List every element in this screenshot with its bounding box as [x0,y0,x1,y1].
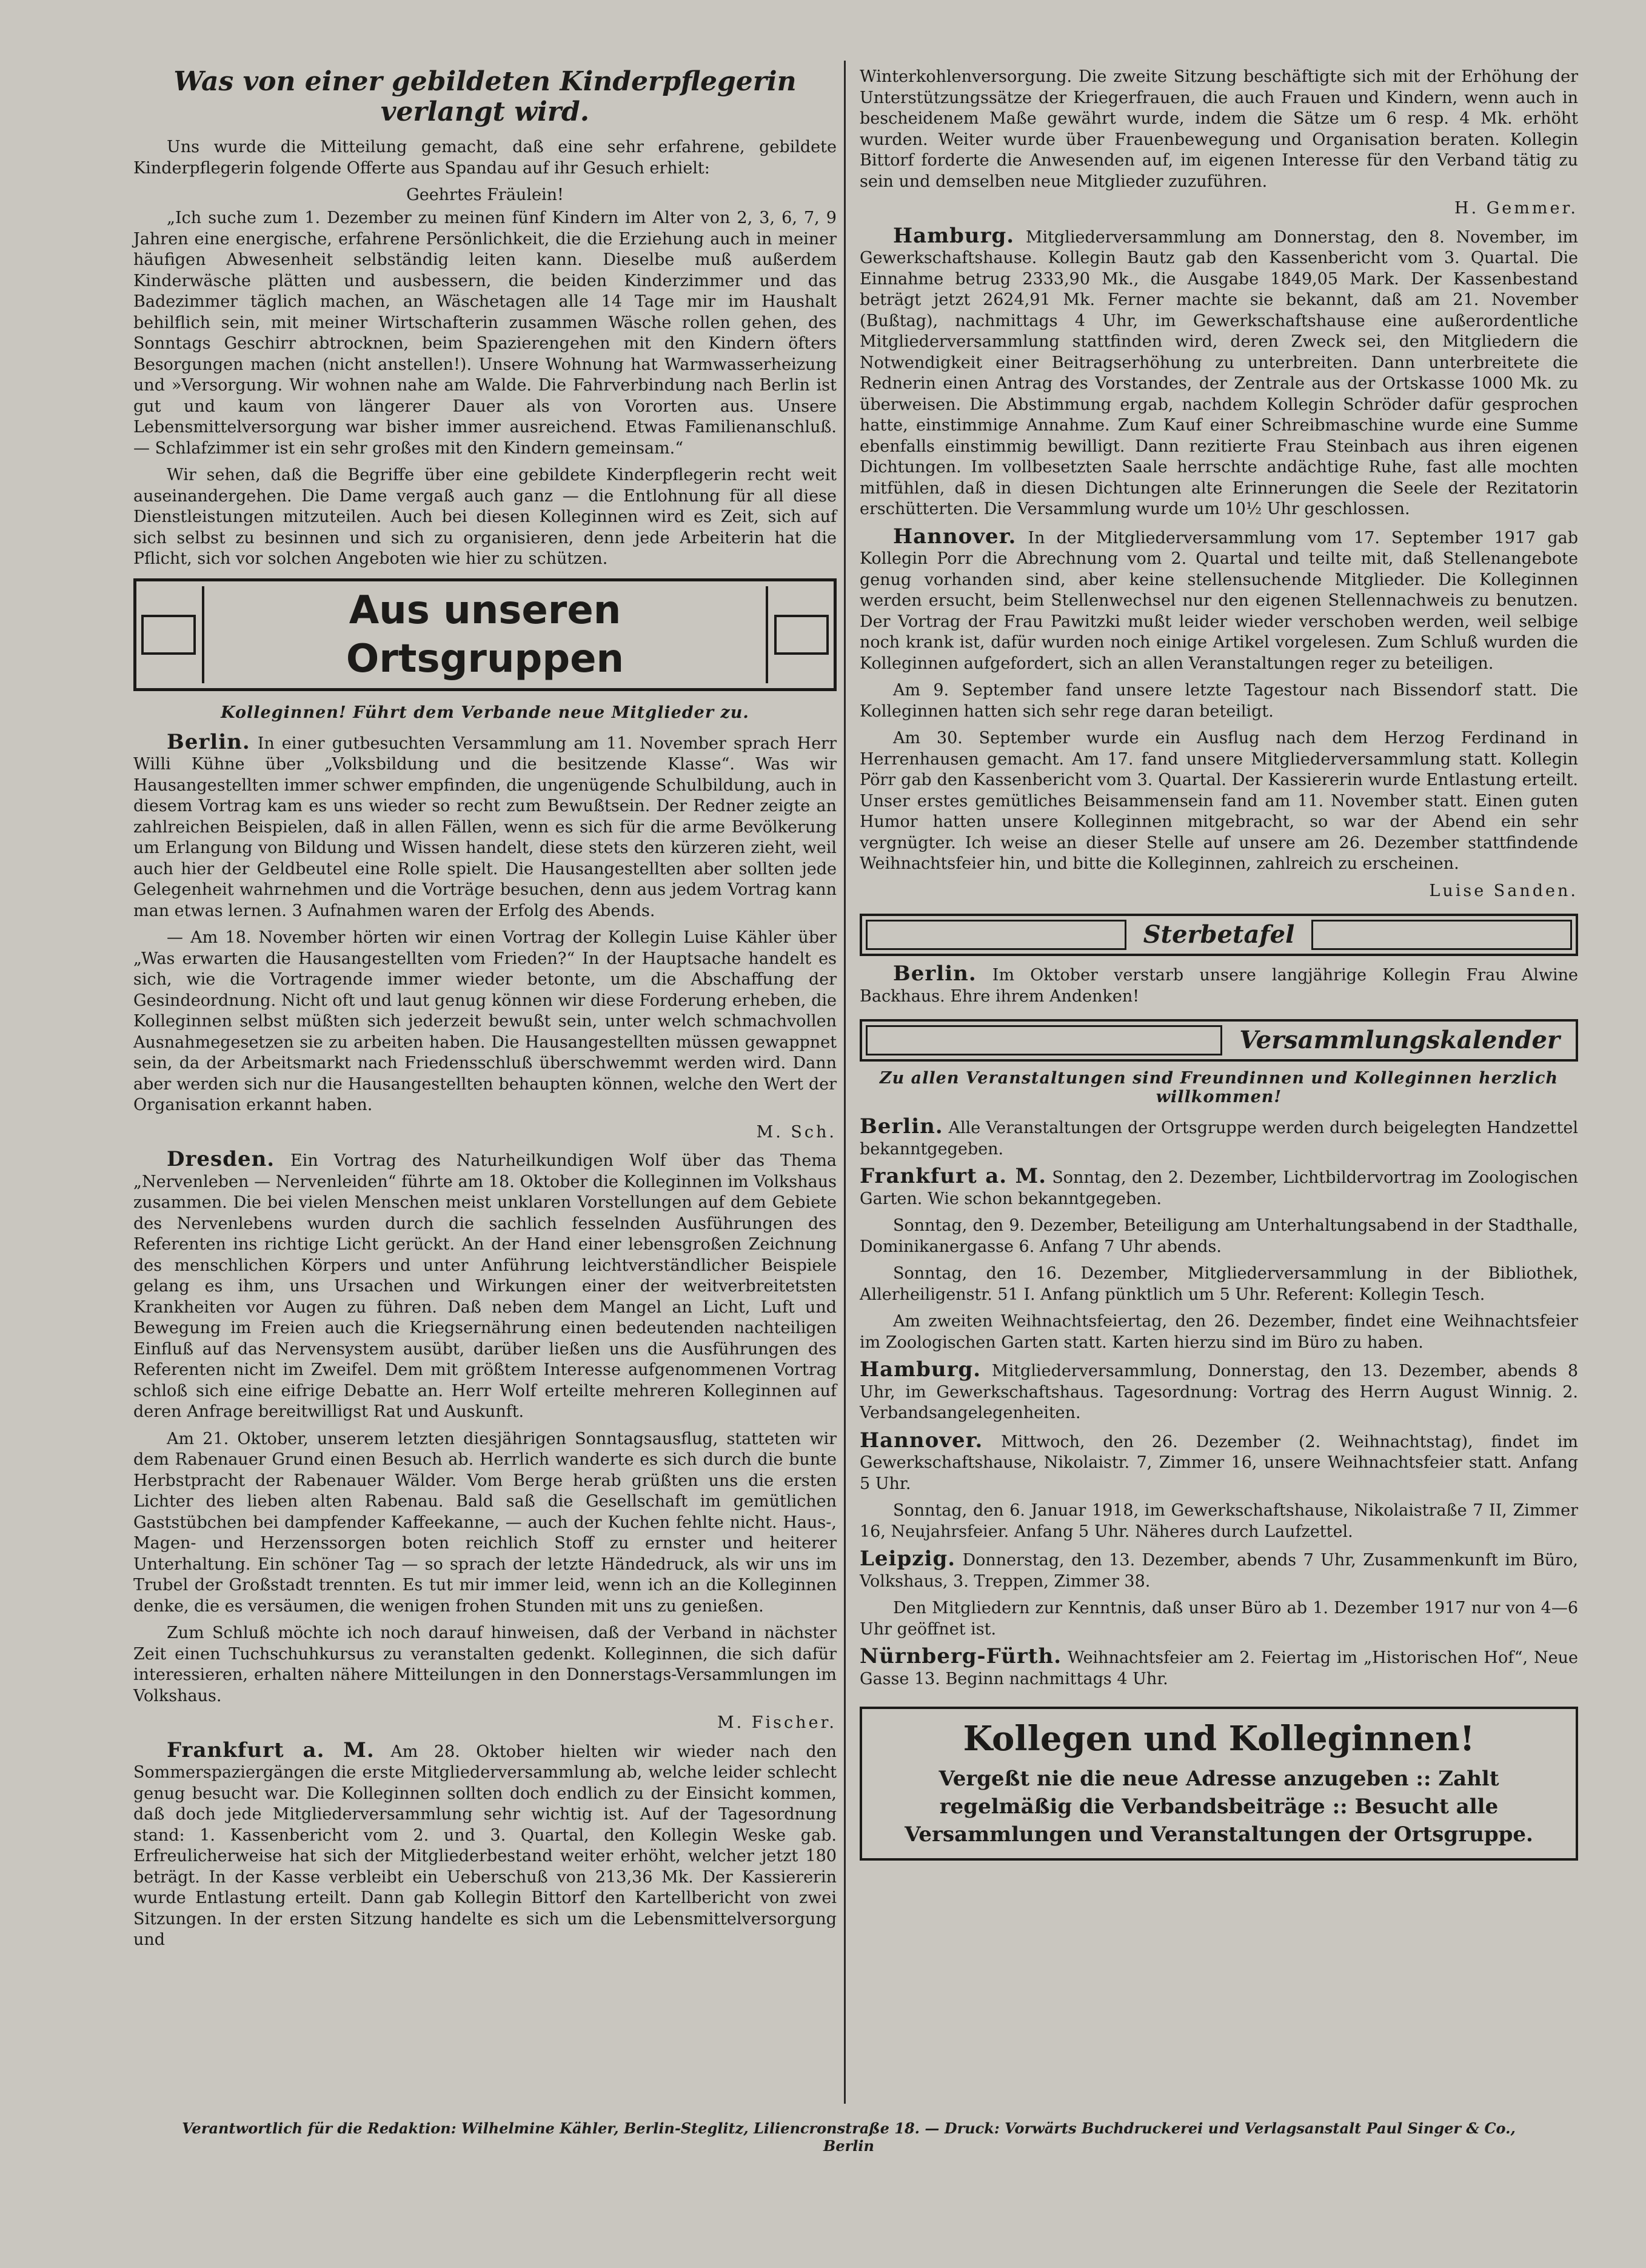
report-frankfurt-continued: Winterkohlenversorgung. Die zweite Sitzung beschäftigte sich mit der Erhöhung der Unterstützungssätze der Kriegerfrauen, die auch Frauen und Kindern, wenn auch in bescheidenem Maße gewährt wurde, indem die Sätze um 6 resp. 4 Mk. erhöht wurden. Weiter wurde über Frauenbewegung und Organisation beraten. Kollegin Bittorf forderte die Anwesenden auf, im eigenen Interesse für den Verband tätig zu sein und demselben neue Mitglieder zuzuführen. [860,67,1578,191]
letter-body: „Ich suche zum 1. Dezember zu meinen fünf Kindern im Alter von 2, 3, 6, 7, 9 Jahren eine energische, erfahrene Persönlichkeit, die die Erziehung auch in meiner häufigen Abwesenheit selbständig leiten kann. Dieselbe muß außerdem Kinderwäsche plätten und ausbessern, die beiden Kinderzimmer und das Badezimmer täglich machen, an Wäschetagen alle 14 Tage mir im Haushalt behilflich sein, mit meiner Wirtschafterin zusammen Wäsche rollen gehen, des Sonntags Geschirr abtrocknen, beim Spazierengehen mit den Kindern öfters Besorgungen machen (nicht anstellen!). Unsere Wohnung hat Warmwasserheizung und »Versorgung. Wir wohnen nahe am Walde. Die Fahrverbindung nach Berlin ist gut und kaum von längerer Dauer als von Vororten aus. Unsere Lebensmittelversorgung war bisher immer ausreichend. Etwas Familienanschluß. — Schlafzimmer ist ein sehr großes mit den Kindern gemeinsam.“ [133,209,837,458]
place-name: Dresden. [167,1147,275,1171]
report-text: In der Mitgliederversammlung vom 17. September 1917 gab Kollegin Porr die Abrechnung vom 2. Quartal und teilte mit, daß Stellenangebote genug vorhanden sind, aber keine stellensuchende Mitglieder. Die Kolleginnen werden ersucht, beim Stellenwechsel nur den eigenen Stellennachweis zu benutzen. Der Vortrag der Frau Pawitzki mußt leider wieder verschoben werden, weil selbige noch krank ist, dafür wurden noch einige Artikel vorgelesen. Zum Schluß wurden die Kolleginnen aufgefordert, sich an allen Veranstaltungen reger zu beteiligen. [860,528,1578,673]
article-title-line-2: verlangt wird. [380,96,590,127]
closing-title: Kollegen und Kolleginnen! [963,1719,1475,1759]
place-name: Berlin. [860,1114,943,1139]
place-name: Hannover. [893,524,1017,549]
article-intro: Uns wurde die Mitteilung gemacht, daß eine sehr erfahrene, gebildete Kinderpflegerin folgende Offerte aus Spandau auf ihr Gesuch erhielt: [133,138,837,178]
banner-left-box [141,615,196,655]
report-hannover [860,526,1578,675]
place-name: Berlin. [167,729,250,754]
bar-fill-right [1311,920,1572,950]
report-frankfurt [133,1740,837,1951]
report-text: Mitgliederversammlung am Donnerstag, den 8. November, im Gewerkschaftshause. Kollegin Bautz gab den Kassenbericht vom 3. Quartal. Die Einnahme betrug 2333,90 Mk., die Ausgabe 1849,05 Mark. Der Kassenbestand beträgt jetzt 2624,91 Mk. Ferner machte sie bekannt, daß am 21. November (Bußtag), nachmittags 4 Uhr, im Gewerkschaftshause eine außerordentliche Mitgliederversammlung stattfinden wird, deren Zweck sei, den Mitgliedern die Notwendigkeit einer Beitragserhöhung zu unterbreiten. Dann unterbreitete die Rednerin einen Antrag des Vorstandes, der Zentrale aus der Ortskasse 1000 Mk. zu überweisen. Die Abstimmung ergab, nachdem Kollegin Schröder dafür gesprochen hatte, einstimmige Annahme. Zum Kauf einer Schreibmaschine wurde eine Summe ebenfalls einstimmig bewilligt. Dann rezitierte Frau Steinbach aus ihren eigenen Dichtungen. Im vollbesetzten Saale herrschte andächtige Ruhe, fast alle mochten mitfühlen, daß in diesen Dichtungen alte Erinnerungen die Seele der Rezitatorin erschütterten. Die Versammlung wurde um 10½ Uhr geschlossen. [860,227,1578,518]
kalender-leipzig-2: Den Mitgliedern zur Kenntnis, daß unser Büro ab 1. Dezember 1917 nur von 4—6 Uhr geöffnet ist. [860,1599,1578,1639]
letter-salutation: Geehrtes Fräulein! [406,186,564,204]
place-name: Berlin. [893,962,977,986]
article-comment: Wir sehen, daß die Begriffe über eine gebildete Kinderpflegerin recht weit auseinandergehen. Die Dame vergaß auch ganz — die Entlohnung für all diese Dienstleistungen mitzuteilen. Auch bei diesen Kolleginnen wird es Zeit, sich auf sich selbst zu besinnen und sich zu organisieren, denn jede Arbeiterin hat die Pflicht, sich vor solchen Angeboten wie hier zu schützen. [133,466,837,568]
signature: H. Gemmer. [1454,199,1578,218]
place-name: Frankfurt a. M. [860,1164,1047,1188]
sterbetafel-header [860,914,1578,956]
signature: M. Fischer. [717,1713,837,1732]
place-name: Hamburg. [860,1357,982,1382]
place-name: Nürnberg-Fürth. [860,1644,1062,1668]
sterbetafel-title: Sterbetafel [1143,920,1295,949]
sterbetafel-entry [860,963,1578,1007]
closing-body: Vergeßt nie die neue Adresse anzugeben :: Zahlt regelmäßig die Verbandsbeiträge :: Besucht alle Versammlungen und Veranstaltungen der Ortsgruppe. [905,1767,1533,1847]
kalender-title: Versammlungskalender [1239,1026,1560,1054]
place-name: Leipzig. [860,1547,956,1571]
report-hannover-3: Am 30. September wurde ein Ausflug nach dem Herzog Ferdinand in Herrenhausen gemacht. Am 17. fand unsere Mitgliederversammlung statt. Kollegin Pörr gab den Kassenbericht vom 3. Quartal. Der Kassiererin wurde Entlastung erteilt. Unser erstes gemütliches Beisammensein fand am 11. November statt. Einen guten Humor hatten unsere Kolleginnen mitgebracht, so war der Abend ein sehr vergnügter. Ich weise an dieser Stelle auf unsere am 26. Dezember stattfindende Weihnachtsfeier hin, und bitte die Kolleginnen, zahlreich zu erscheinen. [860,729,1578,873]
signature: Luise Sanden. [1429,881,1578,900]
place-name: Frankfurt a. M. [167,1738,375,1762]
closing-box [860,1707,1578,1861]
entry-text: Mitgliederversammlung, Donnerstag, den 13. Dezember, abends 8 Uhr, im Gewerkschaftshaus. Tagesordnung: Vortrag des Herrn August Winnig. 2. Verbandsangelegenheiten. [860,1362,1578,1422]
kalender-frankfurt-4: Am zweiten Weihnachtsfeiertag, den 26. Dezember, findet eine Weihnachtsfeier im Zoologischen Garten statt. Karten hierzu sind im Büro zu haben. [860,1312,1578,1352]
place-name: Hamburg. [893,223,1015,248]
section-banner-title: Aus unseren Ortsgruppen [202,586,768,683]
article-title [133,67,837,127]
entry-text: Sonntag, den 2. Dezember, Lichtbildervortrag im Zoologischen Garten. Wie schon bekanntgegeben. [860,1168,1578,1208]
signature: M. Sch. [756,1122,837,1142]
place-name: Hannover. [860,1428,983,1453]
section-banner [133,578,837,691]
kalender-hamburg [860,1359,1578,1424]
kalender-berlin [860,1116,1578,1160]
bar-fill-left [866,1025,1222,1055]
kalender-header [860,1019,1578,1062]
left-column [133,67,837,1957]
report-dresden-3: Zum Schluß möchte ich noch darauf hinweisen, daß der Verband in nächster Zeit einen Tuchschuhkursus zu veranstalten gedenkt. Kolleginnen, die sich dafür interessieren, erhalten nähere Mitteilungen in den Donnerstags-Versammlungen im Volkshaus. [133,1624,837,1705]
bar-fill-left [866,920,1126,950]
report-text: Ein Vortrag des Naturheilkundigen Wolf über das Thema „Nervenleben — Nervenleiden“ führte am 18. Oktober die Kolleginnen im Volkshaus zusammen. Die bei vielen Menschen meist unklaren Vorstellungen auf dem Gebiete des Nervenlebens wurden durch die sachlich fesselnden Ausführungen des Referenten ins richtige Licht gerückt. An der Hand einer lebensgroßen Zeichnung des menschlichen Körpers und unter Anführung leichtverständlicher Beispiele gelang es ihm, uns Ursachen und Wirkungen einer der weitverbreitetsten Krankheiten vor Augen zu führen. Daß neben dem Mangel an Licht, Luft und Bewegung im Freien auch die Kriegsernährung einen bedeutenden nachteiligen Einfluß auf das Nervensystem ausübt, darüber ließen uns die Ausführungen des Referenten nicht im Zweifel. Dem mit größtem Interesse aufgenommenen Vortrag schloß sich eine eifrige Debatte an. Herr Wolf erteilte mehreren Kolleginnen auf deren Anfrage bereitwilligst Rat und Auskunft. [133,1151,837,1421]
entry-text: Weihnachtsfeier am 2. Feiertag im „Historischen Hof“, Neue Gasse 13. Beginn nachmittags 4 Uhr. [860,1648,1578,1688]
kalender-leipzig [860,1548,1578,1592]
report-text: In einer gutbesuchten Versammlung am 11. November sprach Herr Willi Kühne über „Volksbildung und die besitzende Klasse“. Was wir Hausangestellten immer schwer empfinden, die ungenügende Schulbildung, auch in diesem Vortrag kam es uns wieder so recht zum Bewußtsein. Der Redner zeigte an zahlreichen Beispielen, daß in allen Fällen, wenn es sich für die arme Bevölkerung um Erlangung von Bildung und Wissen handelt, diese stets den kürzeren zieht, weil auch hier der Geldbeutel eine Rolle spielt. Die Hausangestellten aber sollten jede Gelegenheit wahrnehmen und die Vorträge besuchen, denn aus jedem Vortrag kann man etwas lernen. 3 Aufnahmen waren der Erfolg des Abends. [133,734,837,920]
kalender-frankfurt [860,1166,1578,1209]
report-berlin-2: — Am 18. November hörten wir einen Vortrag der Kollegin Luise Kähler über „Was erwarten die Hausangestellten vom Frieden?“ In der Hauptsache handelt es sich, wie die Vortragende immer wieder betonte, um die Abschaffung der Gesindeordnung. Nicht oft und laut genug können wir diese Forderung erheben, die Kolleginnen selbst müßten sich jederzeit bewußt sein, unter welch schmachvollen Ausnahmegesetzen sie zu arbeiten haben. Die Hausangestellten müssen gewappnet sein, da der Arbeitsmarkt nach Friedensschluß überschwemmt werden wird. Dann aber werden sich nur die Hausangestellten behaupten können, welche den Wert der Organisation erkannt haben. [133,928,837,1114]
banner-right-box [774,615,829,655]
imprint-footer: Verantwortlich für die Redaktion: Wilhelmine Kähler, Berlin-Steglitz, Liliencronstraße 18. — Druck: Vorwärts Buchdruckerei und Verlagsanstalt Paul Singer & Co., Berlin [182,2119,1516,2155]
kalender-subline: Zu allen Veranstaltungen sind Freundinnen und Kolleginnen herzlich willkommen! [879,1069,1559,1106]
article-title-line-1: Was von einer gebildeten Kinderpflegerin [173,66,797,97]
report-hamburg [860,223,1578,520]
report-hannover-2: Am 9. September fand unsere letzte Tagestour nach Bissendorf statt. Die Kolleginnen hatten sich sehr rege daran beteiligt. [860,681,1578,721]
kalender-frankfurt-3: Sonntag, den 16. Dezember, Mitgliederversammlung in der Bibliothek, Allerheiligenstr. 51 I. Anfang pünktlich um 5 Uhr. Referent: Kollegin Tesch. [860,1264,1578,1304]
report-dresden [133,1149,837,1423]
kalender-nuernberg [860,1646,1578,1690]
kalender-hannover [860,1430,1578,1495]
report-dresden-2: Am 21. Oktober, unserem letzten diesjährigen Sonntagsausflug, statteten wir dem Rabenauer Grund einen Besuch ab. Herrlich wanderte es sich durch die bunte Herbstpracht der Rabenauer Wälder. Vom Berge herab grüßten uns die ersten Lichter des lieben alten Rabenau. Bald saß die Gesellschaft im gemütlichen Gaststübchen bei dampfender Kaffeekanne, — auch der Kuchen fehlte nicht. Haus-, Magen- und Herzenssorgen boten reichlich Stoff zu ernster und heiterer Unterhaltung. Ein schöner Tag — so sprach der letzte Händedruck, als wir uns im Trubel der Großstadt trennten. Es tut mir immer leid, wenn ich an die Kolleginnen denke, die es versäumen, die wenigen frohen Stunden mit uns zu genießen. [133,1429,837,1616]
entry-text: Im Oktober verstarb unsere langjährige Kollegin Frau Alwine Backhaus. Ehre ihrem Andenken! [860,966,1578,1006]
kalender-hannover-2: Sonntag, den 6. Januar 1918, im Gewerkschaftshause, Nikolaistraße 7 II, Zimmer 16, Neujahrsfeier. Anfang 5 Uhr. Näheres durch Laufzettel. [860,1501,1578,1541]
kalender-frankfurt-2: Sonntag, den 9. Dezember, Beteiligung am Unterhaltungsabend in der Stadthalle, Dominikanergasse 6. Anfang 7 Uhr abends. [860,1216,1578,1256]
column-divider [844,61,846,2104]
section-subline: Kolleginnen! Führt dem Verbande neue Mitglieder zu. [221,703,749,722]
report-text: Am 28. Oktober hielten wir wieder nach den Sommerspaziergängen die erste Mitgliederversammlung ab, welche leider schlecht genug besucht war. Die Kolleginnen sollten doch endlich zu der Einsicht kommen, daß doch jede Mitgliederversammlung sehr wichtig ist. Auf der Tagesordnung stand: 1. Kassenbericht vom 2. und 3. Quartal, den Kollegin Weske gab. Erfreulicherweise hat sich der Mitgliederbestand weiter erhöht, welcher jetzt 180 beträgt. In der Kasse verbleibt ein Ueberschuß von 213,36 Mk. Der Kassiererin wurde Entlastung erteilt. Dann gab Kollegin Bittorf den Kartellbericht von zwei Sitzungen. In der ersten Sitzung handelte es sich um die Lebensmittelversorgung und [133,1742,837,1949]
right-column [860,67,1578,1861]
report-berlin [133,729,837,922]
entry-text: Alle Veranstaltungen der Ortsgruppe werden durch beigelegten Handzettel bekanntgegeben. [860,1119,1578,1159]
entry-text: Mittwoch, den 26. Dezember (2. Weihnachtstag), findet im Gewerkschaftshause, Nikolaistr. 7, Zimmer 16, unsere Weihnachtsfeier statt. Anfang 5 Uhr. [860,1432,1578,1493]
entry-text: Donnerstag, den 13. Dezember, abends 7 Uhr, Zusammenkunft im Büro, Volkshaus, 3. Treppen, Zimmer 38. [860,1551,1578,1591]
